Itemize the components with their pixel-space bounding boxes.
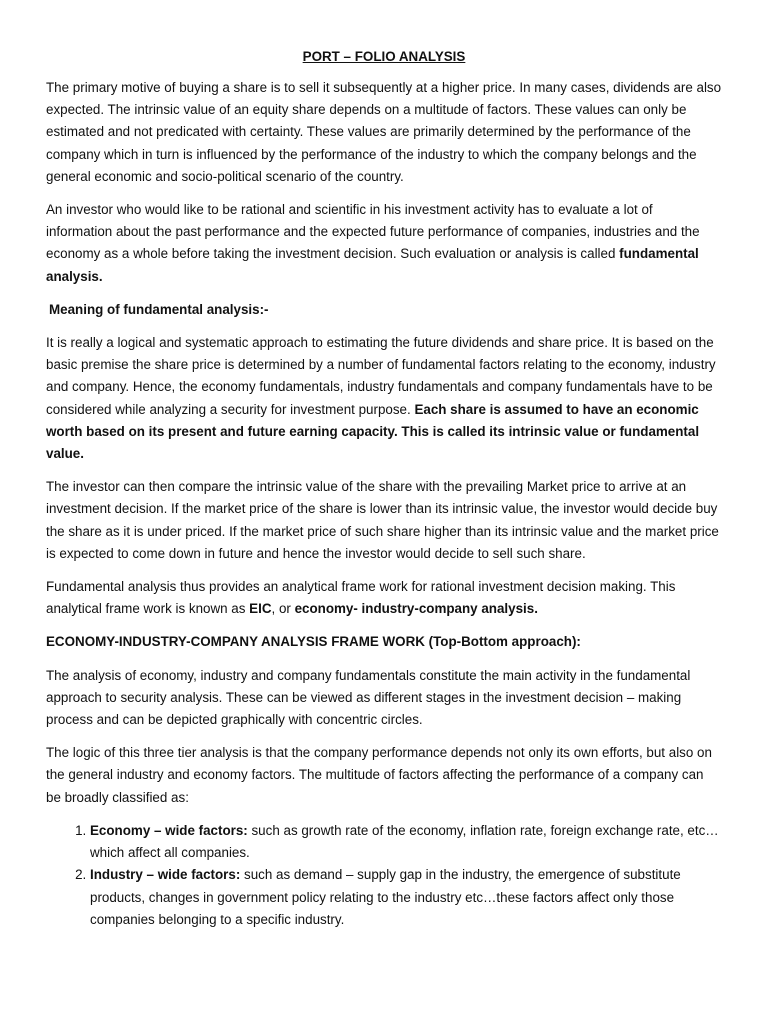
document-title: PORT – FOLIO ANALYSIS [302,49,466,64]
paragraph-logic: The logic of this three tier analysis is that the company performance depends not only its own efforts, but also on the general industry and economy factors. The multitude of factors affecting the performance of a company can be broadly classified as: [46,745,712,805]
paragraph-analysis: The analysis of economy, industry and company fundamentals constitute the main activity in the fundamental approach to security analysis. These can be viewed as different stages in the investment decision – making process and can be depicted graphically with concentric circles. [46,667,691,728]
heading-meaning: Meaning of fundamental analysis:- [49,301,269,317]
paragraph-investor-text: An investor who would like to be rational and scientific in his investment activity has to evaluate a lot of information about the past performance and the expected future performance of companies, industries and the economy as a whole before taking the investment decision. Such evaluation or analysis is called [46,202,700,262]
paragraph-compare: The investor can then compare the intrinsic value of the share with the prevailing Market price to arrive at an investment decision. If the market price of the share is lower than its intrinsic value, the investor would decide buy the share as it is under priced. If the market price of such share higher than its intrinsic value and the market price is expected to come down in future and hence the investor would decide to sell such share. [46,479,719,561]
paragraph-intro: The primary motive of buying a share is to sell it subsequently at a higher price. In many cases, dividends are also expected. The intrinsic value of an equity share depends on a multitude of factors. These values can only be estimated and not predicated with certainty. These values are primarily determined by the performance of the company which in turn is influenced by the performance of the industry to which the company belongs and the general economic and socio-political scenario of the country. [46,80,722,184]
paragraph-meaning [46,332,722,465]
paragraph-framework-eic: EIC [249,601,272,617]
list-item-industry-bold: Industry – wide factors: [90,867,241,883]
heading-eic-framework: ECONOMY-INDUSTRY-COMPANY ANALYSIS FRAME WORK (Top-Bottom approach): [46,634,581,650]
paragraph-framework-text1: Fundamental analysis thus provides an analytical frame work for rational investment decision making. This analytical frame work is known as [46,579,676,617]
paragraph-investor-bold: fundamental analysis. [46,246,699,284]
list-item-industry-text: such as demand – supply gap in the industry, the emergence of substitute products, changes in government policy relating to the industry etc…these factors affect only those companies belonging to a specific industry. [90,867,681,927]
paragraph-framework [46,576,722,620]
paragraph-framework-eic-full: economy- industry-company analysis. [294,601,538,617]
list-item-economy [90,820,722,864]
paragraph-framework-text2: , or [271,601,295,617]
factors-list [46,820,722,931]
paragraph-meaning-text: It is really a logical and systematic approach to estimating the future dividends and share price. It is based on the basic premise the share price is determined by a number of fundamental factors relating to the economy, industry and company. Hence, the economy fundamentals, industry fundamentals and company fundamentals have to be considered while analyzing a security for investment purpose. [46,335,716,417]
paragraph-meaning-bold: Each share is assumed to have an economic worth based on its present and future earning capacity. This is called its intrinsic value or fundamental value. [46,401,700,462]
list-item-economy-bold: Economy – wide factors: [90,822,248,838]
paragraph-investor [46,199,722,288]
list-item-industry [90,864,722,931]
list-item-economy-text: such as growth rate of the economy, inflation rate, foreign exchange rate, etc… which affect all companies. [90,822,719,861]
